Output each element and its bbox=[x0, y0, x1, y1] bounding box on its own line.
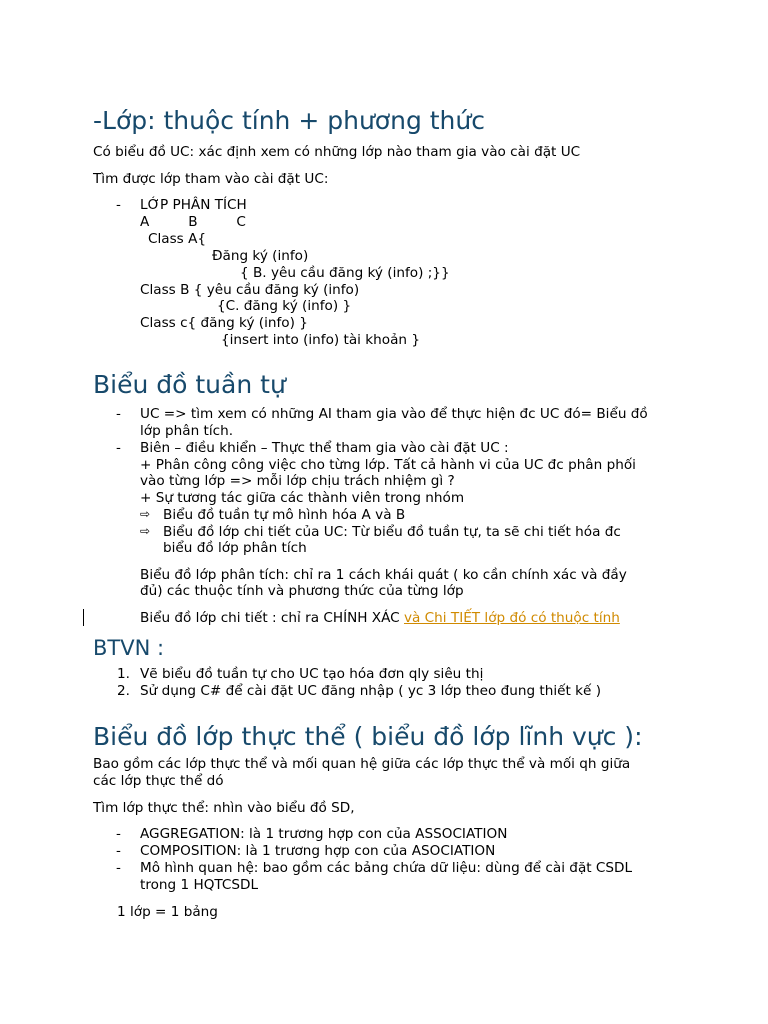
paragraph bbox=[140, 610, 620, 627]
bullet-marker: - bbox=[116, 826, 121, 842]
paragraph-text: Biểu đồ lớp chi tiết : chỉ ra CHÍNH XÁC bbox=[140, 610, 404, 626]
code-line: Đăng ký (info) bbox=[212, 248, 309, 264]
bullet-marker: - bbox=[116, 860, 121, 876]
list-number: 1. bbox=[117, 666, 130, 682]
paragraph: Biểu đồ lớp phân tích: chỉ ra 1 cách khái quát ( ko cần chính xác và đầy bbox=[140, 567, 627, 583]
sub-list-item: Biểu đồ tuần tự mô hình hóa A và B bbox=[163, 507, 406, 523]
list-item-continued: + Sự tương tác giữa các thành viên trong nhóm bbox=[140, 490, 465, 506]
sub-list-item-continued: biểu đồ lớp phân tích bbox=[163, 540, 307, 556]
list-item: UC => tìm xem có những AI tham gia vào để thực hiện đc UC đó= Biểu đồ bbox=[140, 406, 648, 422]
heading-entity-class-diagram: Biểu đồ lớp thực thể ( biểu đồ lớp lĩnh vực ): bbox=[93, 722, 643, 751]
list-item-continued: lớp phân tích. bbox=[140, 423, 234, 439]
hyperlink[interactable]: và Chi TIẾT lớp đó có thuộc tính bbox=[403, 610, 620, 626]
list-item: Mô hình quan hệ: bao gồm các bảng chứa dữ liệu: dùng để cài đặt CSDL bbox=[140, 860, 633, 876]
sub-list-item: Biểu đồ lớp chi tiết của UC: Từ biểu đồ tuần tự, ta sẽ chi tiết hóa đc bbox=[163, 524, 621, 540]
list-item: Biên – điều khiển – Thực thể tham gia vào cài đặt UC : bbox=[140, 440, 509, 456]
list-item: LỚP PHÂN TÍCH bbox=[140, 197, 247, 213]
list-item-continued: trong 1 HQTCSDL bbox=[140, 877, 259, 893]
code-line: { B. yêu cầu đăng ký (info) ;}} bbox=[240, 265, 450, 281]
heading-homework: BTVN : bbox=[93, 636, 165, 660]
code-line: Class c{ đăng ký (info) } bbox=[140, 315, 308, 331]
paragraph: Tìm được lớp tham vào cài đặt UC: bbox=[93, 171, 329, 187]
paragraph-continued: các lớp thực thể dó bbox=[93, 773, 224, 789]
list-number: 2. bbox=[117, 683, 130, 699]
list-item: Vẽ biểu đồ tuần tự cho UC tạo hóa đơn qly siêu thị bbox=[140, 666, 484, 682]
heading-classes: -Lớp: thuộc tính + phương thức bbox=[93, 106, 485, 135]
code-line: A B C bbox=[140, 214, 246, 230]
list-item: AGGREGATION: là 1 trương hợp con của ASSOCIATION bbox=[140, 826, 508, 842]
code-line: Class A{ bbox=[148, 231, 207, 247]
text-cursor bbox=[83, 609, 84, 626]
code-line: {C. đăng ký (info) } bbox=[217, 298, 352, 314]
list-item: Sử dụng C# để cài đặt UC đăng nhập ( yc 3 lớp theo đung thiết kế ) bbox=[140, 683, 602, 699]
bullet-marker: - bbox=[116, 440, 121, 456]
list-item: COMPOSITION: là 1 trương hợp con của ASOCIATION bbox=[140, 843, 496, 859]
bullet-marker: - bbox=[116, 197, 121, 213]
code-line: Class B { yêu cầu đăng ký (info) bbox=[140, 282, 360, 298]
arrow-right-icon: ⇨ bbox=[140, 507, 151, 521]
arrow-right-icon: ⇨ bbox=[140, 524, 151, 538]
list-item-continued: + Phân công công việc cho từng lớp. Tất cả hành vi của UC đc phân phối bbox=[140, 457, 636, 473]
paragraph-continued: đủ) các thuộc tính và phương thức của từng lớp bbox=[140, 583, 464, 599]
code-line: {insert into (info) tài khoản } bbox=[221, 332, 420, 348]
list-item-continued: vào từng lớp => mỗi lớp chịu trách nhiệm gì ? bbox=[140, 473, 455, 489]
heading-sequence-diagram: Biểu đồ tuần tự bbox=[93, 370, 286, 399]
paragraph: Tìm lớp thực thể: nhìn vào biểu đồ SD, bbox=[93, 800, 355, 816]
paragraph: 1 lớp = 1 bảng bbox=[117, 904, 218, 920]
bullet-marker: - bbox=[116, 843, 121, 859]
bullet-marker: - bbox=[116, 406, 121, 422]
paragraph: Có biểu đồ UC: xác định xem có những lớp nào tham gia vào cài đặt UC bbox=[93, 144, 581, 160]
paragraph: Bao gồm các lớp thực thể và mối quan hệ giữa các lớp thực thể và mối qh giữa bbox=[93, 756, 631, 772]
